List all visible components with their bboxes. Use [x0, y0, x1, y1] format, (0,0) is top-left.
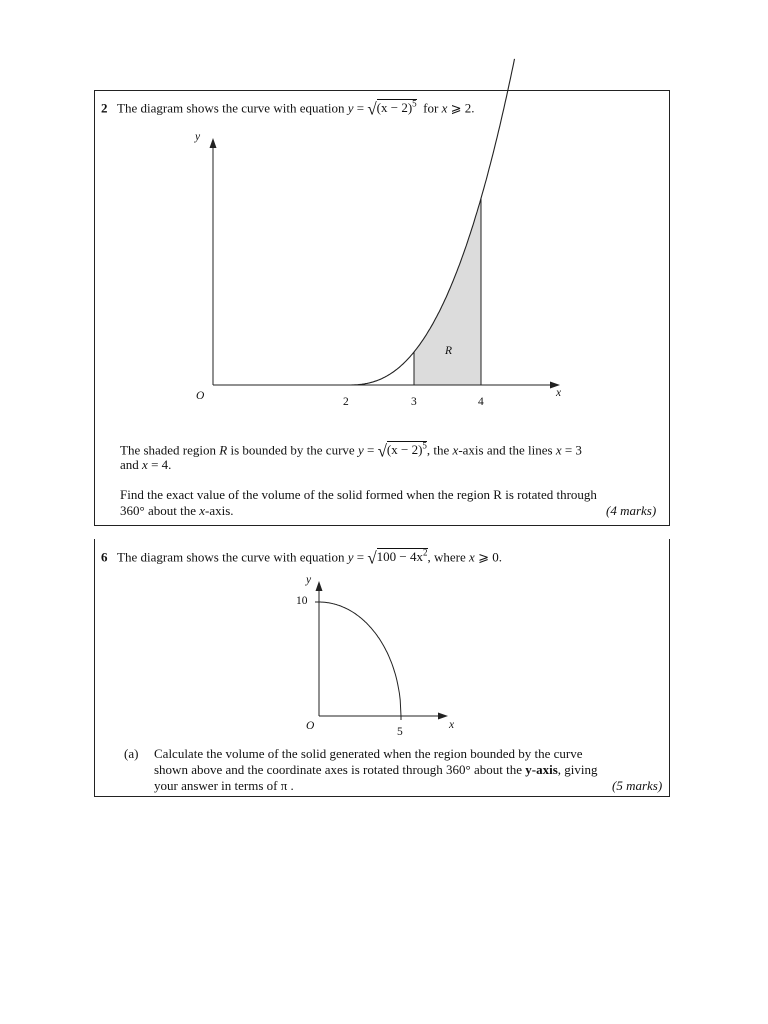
q2-paragraph-2-line-1: Find the exact value of the volume of the solid formed when the region R is rotated through [120, 487, 597, 502]
q6-y-arrow [316, 581, 323, 591]
q6-sqrt: √ [367, 548, 377, 568]
q6-axis-x-label: x [449, 719, 455, 731]
q2-domain-rel: ⩾ 2. [450, 100, 475, 116]
q2-region-label: R [445, 345, 453, 357]
q2-paragraph-1-line-2: and x = 4. [120, 457, 172, 472]
q6-origin-label: O [306, 720, 315, 732]
q2-y: y [347, 100, 354, 116]
q2-sqrt: √ [367, 99, 377, 119]
q6-part-a-label: (a) [124, 746, 139, 761]
q2-paragraph-2-line-2: 360° about the x-axis. [120, 503, 234, 518]
q6-header: 6 The diagram shows the curve with equation $y = √100 - 4x^2$, where x ⩾ 0. [101, 548, 502, 568]
q2-p1-r: R [219, 442, 228, 458]
q2-tick-2: 2 [343, 396, 349, 408]
q2-paragraph-1-line-1: The shaded region R is bounded by the curve $y = √(x - 2)^5$, the x-axis and the lines x = 3 [120, 441, 582, 461]
q2-tick-4: 4 [478, 396, 484, 408]
q6-marks: (5 marks) [612, 778, 663, 793]
q2-axis-y-label: y [195, 131, 201, 143]
q6-part-a-line-3: your answer in terms of π . [154, 778, 294, 793]
q6-x-arrow [438, 713, 448, 720]
q2-exponent: 5 [412, 99, 417, 109]
q2-radicand: $(x - 2)^5$ [376, 99, 417, 116]
q6-number: 6 [101, 549, 108, 565]
q6-radicand: $100 - 4x^2$ [376, 548, 428, 565]
q2-number: 2 [101, 100, 108, 116]
q6-intro: The diagram shows the curve with equation [117, 549, 345, 565]
q2-tick-3: 3 [411, 396, 417, 408]
q6-axis-y-label: y [306, 574, 312, 586]
q6-tick-5: 5 [397, 726, 403, 738]
q2-domain-x: x [441, 100, 448, 116]
q2-intro: The diagram shows the curve with equation [117, 100, 345, 116]
q6-tick-10: 10 [296, 595, 308, 607]
q2-origin-label: O [196, 390, 205, 402]
q2-eq: = [356, 100, 365, 116]
q2-axis-x-label: x [556, 387, 562, 399]
q2-marks: (4 marks) [606, 503, 657, 518]
q6-part-a-line-1: Calculate the volume of the solid generated when the region bounded by the curve [154, 746, 583, 761]
q2-domain-for: for [423, 100, 439, 116]
q6-part-a-line-2: shown above and the coordinate axes is rotated through 360° about the y-axis, giving [154, 762, 598, 777]
q6-curve [319, 602, 401, 716]
